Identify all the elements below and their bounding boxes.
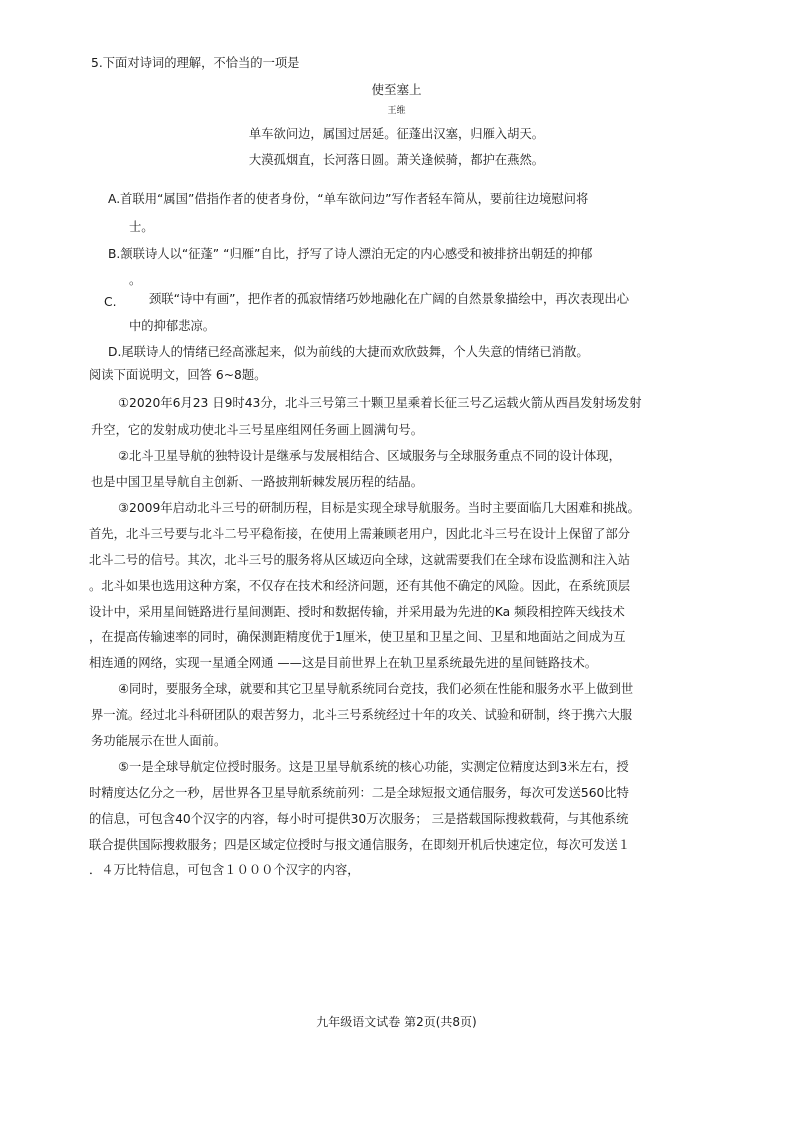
paragraph-4-line-2: 界一流。经过北斗科研团队的艰苦努力，北斗三号系统经过十年的攻关、试验和研制，终于携六大服	[91, 708, 633, 722]
paragraph-3-line-5: 设计中，采用星间链路进行星间测距、授时和数据传输，并采用最为先进的Ka 频段相控阵天线技术	[89, 605, 625, 619]
paragraph-5-line-3: 的信息，可包含40个汉字的内容，每小时可提供30万次服务； 三是搭载国际搜救载荷，与其他系统	[89, 812, 629, 826]
paragraph-2-line-1: ②北斗卫星导航的独特设计是继承与发展相结合、区域服务与全球服务重点不同的设计体现，	[118, 449, 621, 463]
option-a-line-1: A.首联用“属国”借指作者的使者身份，“单车欲问边”写作者轻车简从，要前往边境慰问将	[108, 192, 589, 206]
paragraph-4-line-3: 务功能展示在世人面前。	[91, 734, 227, 748]
paragraph-2-line-2: 也是中国卫星导航自主创新、一路披荆斩棘发展历程的结晶。	[91, 475, 424, 489]
paragraph-3-line-1: ③2009年启动北斗三号的研制历程，目标是实现全球导航服务。当时主要面临几大困难和挑战。	[118, 501, 640, 515]
poem-line-1: 单车欲问边，属国过居延。征蓬出汉塞，归雁入胡天。	[248, 127, 545, 141]
paragraph-3-line-4: 。北斗如果也选用这种方案，不仅存在技术和经济问题，还有其他不确定的风险。因此，在系统顶层	[89, 579, 631, 593]
paragraph-1-line-2: 升空，它的发射成功使北斗三号星座组网任务画上圆满句号。	[91, 423, 424, 437]
paragraph-5-line-2: 时精度达亿分之一秒，居世界各卫星导航系统前列：二是全球短报文通信服务，每次可发送560比特	[89, 786, 629, 800]
paragraph-1-line-1: ①2020年6月23 日9时43分，北斗三号第三十颗卫星乘着长征三号乙运载火箭从西昌发射场发射	[118, 396, 642, 410]
poem-line-2: 大漠孤烟直，长河落日圆。萧关逢候骑，都护在燕然。	[248, 153, 545, 167]
paragraph-5-line-4: 联合提供国际搜救服务；四是区域定位授时与报文通信服务，在即刻开机后快速定位，每次可发送１	[89, 838, 631, 852]
option-a-line-2: 士。	[129, 220, 154, 234]
option-c-label: C.	[104, 295, 117, 309]
paragraph-3-line-6: ，在提高传输速率的同时，确保测距精度优于1厘米，使卫星和卫星之间、卫星和地面站之间成为互	[89, 630, 626, 644]
option-b-line-1: B.颔联诗人以“征蓬” “归雁”自比，抒写了诗人漂泊无定的内心感受和被排挤出朝廷的抑郁	[108, 247, 593, 261]
paragraph-3-line-2: 首先，北斗三号要与北斗二号平稳衔接，在使用上需兼顾老用户，因此北斗三号在设计上保留了部分	[89, 527, 631, 541]
paragraph-4-line-1: ④同时，要服务全球，就要和其它卫星导航系统同台竞技，我们必须在性能和服务水平上做到世	[118, 682, 634, 696]
reading-intro: 阅读下面说明文，回答 6~8题。	[89, 368, 267, 382]
paragraph-3-line-3: 北斗二号的信号。其次，北斗三号的服务将从区域迈向全球，这就需要我们在全球布设监测和注入站	[89, 553, 631, 567]
paragraph-5-line-5: ．４万比特信息，可包含１０００个汉字的内容，	[89, 863, 360, 877]
option-c-line-1: 颈联“诗中有画”，把作者的孤寂情绪巧妙地融化在广阔的自然景象描绘中，再次表现出心	[149, 292, 630, 306]
poem-author: 王维	[387, 106, 406, 116]
poem-title: 使至塞上	[371, 82, 422, 97]
paragraph-3-line-7: 相连通的网络，实现一星通全网通 ——这是目前世界上在轨卫星系统最先进的星间链路技术。	[89, 656, 598, 670]
question-stem: 5.下面对诗词的理解，不恰当的一项是	[91, 56, 300, 70]
option-d-line-1: D.尾联诗人的情绪已经高涨起来，似为前线的大捷而欢欣鼓舞，个人失意的情绪已消散。	[108, 345, 589, 359]
option-c-line-2: 中的抑郁悲凉。	[129, 319, 216, 333]
page-footer: 九年级语文试卷 第2页(共8页)	[316, 1015, 477, 1029]
paragraph-5-line-1: ⑤一是全球导航定位授时服务。这是卫星导航系统的核心功能，实测定位精度达到3米左右，授	[118, 760, 629, 774]
option-b-line-2: 。	[129, 273, 142, 287]
